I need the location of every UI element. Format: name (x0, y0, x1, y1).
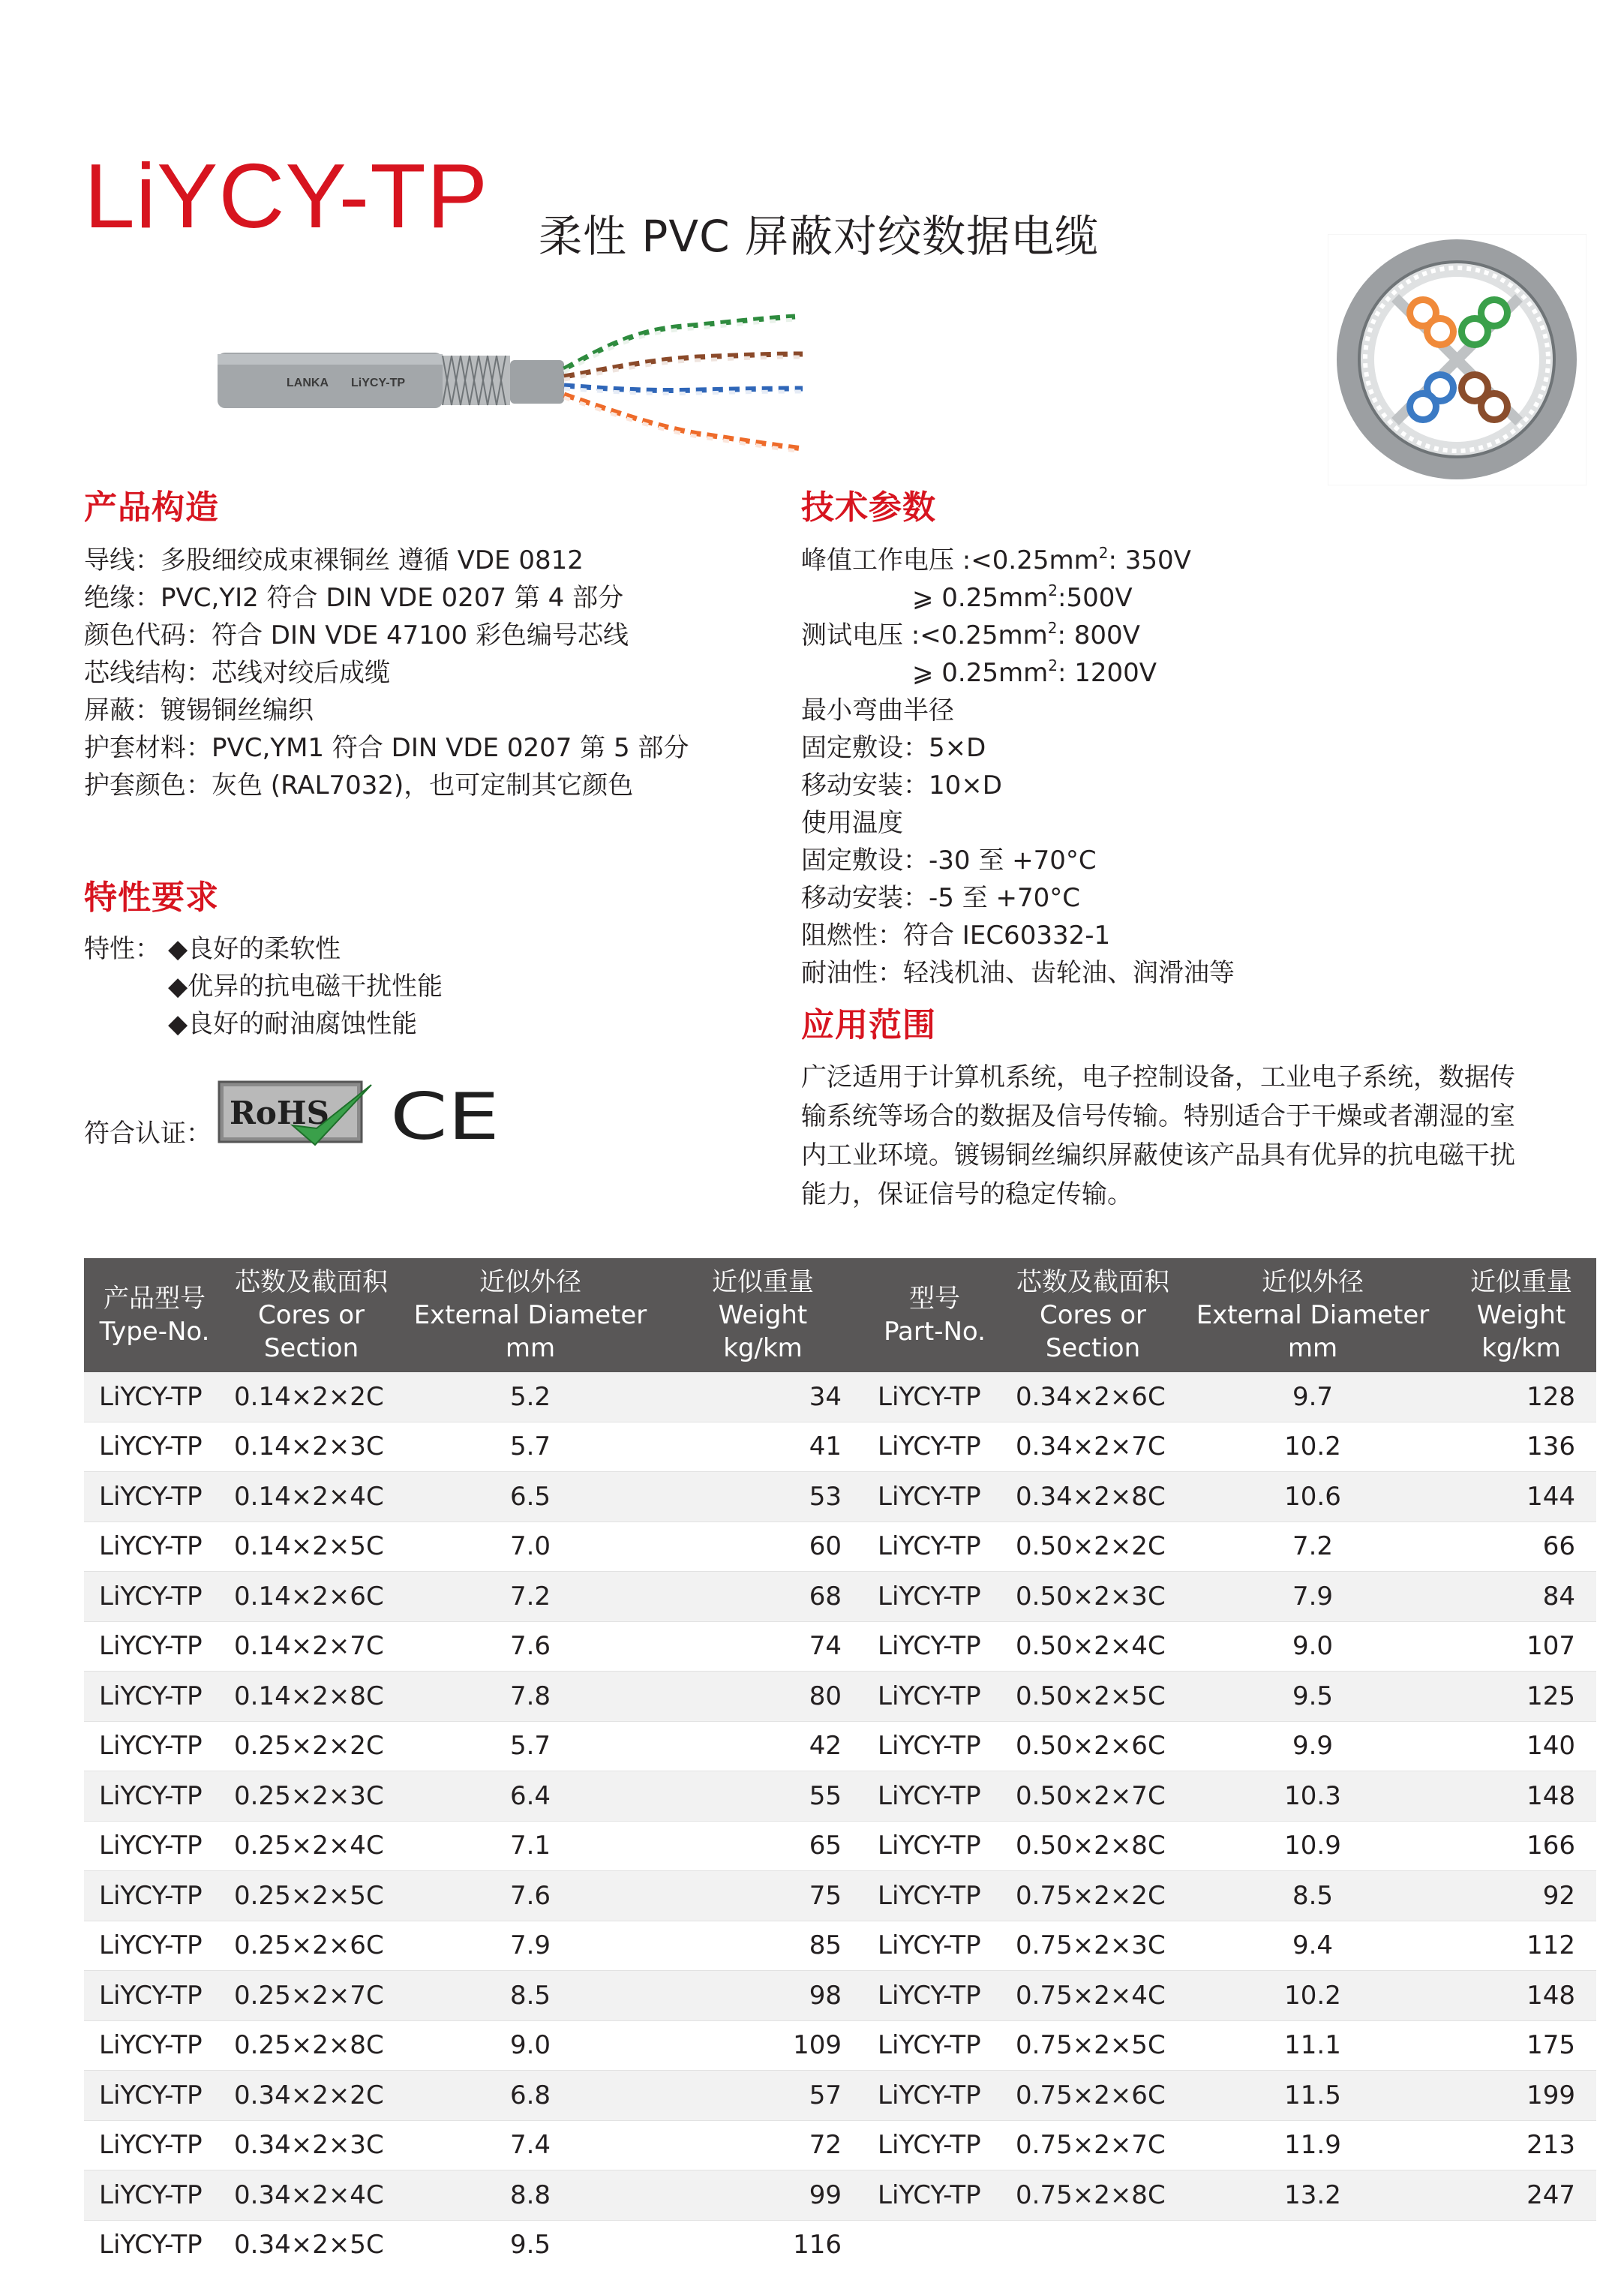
cell-type-no: LiYCY-TP (84, 1472, 225, 1522)
cell-cores-section: 0.14×2×4C (225, 1472, 398, 1522)
construction-line: 护套颜色：灰色 (RAL7032)，也可定制其它颜色 (84, 771, 634, 801)
table-header-row (84, 1258, 1596, 1372)
table-row (84, 2071, 1596, 2121)
cell-cores-section: 0.50×2×7C (1007, 1771, 1179, 1822)
features-heading: 特性要求 (84, 879, 219, 917)
header-right-cores-section: 芯数及截面积 Cores or Section (1007, 1258, 1179, 1372)
cell-external-diameter: 6.5 (398, 1472, 663, 1522)
cell-cores-section: 0.25×2×2C (225, 1721, 398, 1771)
cell-cores-section: 0.34×2×3C (225, 2120, 398, 2170)
cell-cores-section: 0.14×2×5C (225, 1521, 398, 1572)
cell-cores-section: 0.34×2×7C (1007, 1422, 1179, 1472)
cell-cores-section: 0.75×2×5C (1007, 2020, 1179, 2071)
cell-weight: 98 (663, 1971, 863, 2021)
cell-external-diameter: 6.8 (398, 2071, 663, 2121)
header-right-weight: 近似重量 Weight kg/km (1446, 1258, 1596, 1372)
cell-external-diameter: 7.6 (398, 1871, 663, 1921)
application-line: 内工业环境。镀锡铜丝编织屏蔽使该产品具有优异的抗电磁干扰 (801, 1140, 1515, 1170)
construction-line: 导线：多股细绞成束裸铜丝 遵循 VDE 0812 (84, 545, 584, 575)
cell-external-diameter: 7.8 (398, 1672, 663, 1722)
cell-weight: 112 (1446, 1921, 1596, 1971)
cell-type-no: LiYCY-TP (863, 1821, 1007, 1871)
cell-cores-section: 0.14×2×8C (225, 1672, 398, 1722)
header-left-weight: 近似重量 Weight kg/km (663, 1258, 863, 1372)
table-row (84, 1721, 1596, 1771)
cell-external-diameter: 9.4 (1179, 1921, 1446, 1971)
tech-line: 阻燃性：符合 IEC60332-1 (801, 921, 1111, 951)
cell-weight: 99 (663, 2170, 863, 2221)
cell-external-diameter: 5.7 (398, 1422, 663, 1472)
construction-line: 护套材料：PVC,YM1 符合 DIN VDE 0207 第 5 部分 (84, 733, 689, 763)
tech-line: 移动安装：10×D (801, 771, 1002, 801)
cell-type-no: LiYCY-TP (863, 1871, 1007, 1921)
header-left-cores-section: 芯数及截面积 Cores or Section (225, 1258, 398, 1372)
cell-type-no: LiYCY-TP (863, 1422, 1007, 1472)
cell-weight: 247 (1446, 2170, 1596, 2221)
cell-weight: 109 (663, 2020, 863, 2071)
cell-cores-section: 0.50×2×4C (1007, 1621, 1179, 1672)
empty-cell (863, 2220, 1007, 2269)
cell-type-no: LiYCY-TP (84, 1621, 225, 1672)
cell-external-diameter: 7.6 (398, 1621, 663, 1672)
cell-external-diameter: 8.5 (398, 1971, 663, 2021)
cell-weight: 199 (1446, 2071, 1596, 2121)
pair-orange (564, 395, 803, 449)
table-row (84, 1372, 1596, 1422)
tech-line: 最小弯曲半径 (801, 695, 954, 725)
cell-cores-section: 0.14×2×3C (225, 1422, 398, 1472)
table-row (84, 1771, 1596, 1822)
cell-type-no: LiYCY-TP (863, 1921, 1007, 1971)
table-row (84, 1621, 1596, 1672)
cell-cores-section: 0.25×2×7C (225, 1971, 398, 2021)
cell-type-no: LiYCY-TP (84, 2170, 225, 2221)
ce-mark-logo (390, 1086, 501, 1145)
test-voltage-line: 测试电压 $:<0.25mm^2$: 800V (801, 619, 1140, 650)
table-row (84, 2020, 1596, 2071)
cell-weight: 213 (1446, 2120, 1596, 2170)
test-voltage-line-b: ⩾ $0.25mm^2$: 1200V (912, 656, 1157, 688)
cable-cross-section-image (1328, 234, 1586, 485)
cell-cores-section: 0.50×2×6C (1007, 1721, 1179, 1771)
cell-weight: 57 (663, 2071, 863, 2121)
cell-type-no: LiYCY-TP (84, 1971, 225, 2021)
cell-type-no: LiYCY-TP (863, 1721, 1007, 1771)
cell-weight: 60 (663, 1521, 863, 1572)
cell-type-no: LiYCY-TP (84, 1372, 225, 1422)
cell-type-no: LiYCY-TP (84, 1422, 225, 1472)
cell-type-no: LiYCY-TP (863, 1521, 1007, 1572)
cell-type-no: LiYCY-TP (863, 1472, 1007, 1522)
feature-item: ◆良好的耐油腐蚀性能 (168, 1009, 418, 1039)
construction-line: 颜色代码：符合 DIN VDE 47100 彩色编号芯线 (84, 620, 629, 650)
construction-list (84, 542, 689, 804)
table-row (84, 1521, 1596, 1572)
cell-cores-section: 0.50×2×5C (1007, 1672, 1179, 1722)
cell-weight: 107 (1446, 1621, 1596, 1672)
cell-external-diameter: 9.0 (398, 2020, 663, 2071)
cell-weight: 34 (663, 1372, 863, 1422)
cell-weight: 136 (1446, 1422, 1596, 1472)
cell-type-no: LiYCY-TP (863, 2170, 1007, 2221)
cell-type-no: LiYCY-TP (84, 2071, 225, 2121)
cell-cores-section: 0.25×2×8C (225, 2020, 398, 2071)
cell-type-no: LiYCY-TP (99, 2230, 203, 2260)
cell-cores-section: 0.25×2×5C (225, 1871, 398, 1921)
cell-external-diameter: 7.0 (398, 1521, 663, 1572)
cell-weight: 74 (663, 1621, 863, 1672)
cell-type-no: LiYCY-TP (84, 1572, 225, 1622)
cell-weight: 166 (1446, 1821, 1596, 1871)
cell-type-no: LiYCY-TP (84, 1871, 225, 1921)
cell-external-diameter: 10.3 (1179, 1771, 1446, 1822)
header-right-external-diameter: 近似外径 External Diameter mm (1179, 1258, 1446, 1372)
page-title: LiYCY-TP (84, 145, 489, 247)
cell-external-diameter: 9.0 (1179, 1621, 1446, 1672)
cell-weight: 175 (1446, 2020, 1596, 2071)
table-row (84, 2220, 1596, 2269)
table-row (84, 1472, 1596, 1522)
cell-type-no: LiYCY-TP (84, 1521, 225, 1572)
construction-heading: 产品构造 (84, 488, 219, 527)
cell-cores-section: 0.25×2×4C (225, 1821, 398, 1871)
table-row (84, 1921, 1596, 1971)
cell-weight: 116 (793, 2230, 842, 2260)
cell-external-diameter: 9.9 (1179, 1721, 1446, 1771)
cell-external-diameter: 11.9 (1179, 2120, 1446, 2170)
cell-weight: 148 (1446, 1771, 1596, 1822)
cell-external-diameter: 7.9 (1179, 1572, 1446, 1622)
cell-type-no: LiYCY-TP (863, 2071, 1007, 2121)
tech-line: 固定敷设：-30 至 +70°C (801, 846, 1097, 876)
cell-weight: 128 (1446, 1372, 1596, 1422)
cell-cores-section: 0.25×2×6C (225, 1921, 398, 1971)
cell-weight: 125 (1446, 1672, 1596, 1722)
cell-external-diameter: 9.5 (509, 2230, 551, 2260)
spec-table (84, 1258, 1596, 2269)
tech-list (801, 542, 1235, 992)
cell-external-diameter: 9.7 (1179, 1372, 1446, 1422)
cell-external-diameter: 8.5 (1179, 1871, 1446, 1921)
feature-item: ◆优异的抗电磁干扰性能 (168, 972, 443, 1002)
table-row (84, 2120, 1596, 2170)
cell-type-no: LiYCY-TP (863, 1372, 1007, 1422)
header-right-type-no: 型号 Part-No. (863, 1258, 1007, 1372)
cell-cores-section: 0.34×2×6C (1007, 1372, 1179, 1422)
features-label: 特性： (84, 934, 161, 964)
cell-weight: 65 (663, 1821, 863, 1871)
svg-text:RoHS: RoHS (230, 1095, 329, 1131)
cell-cores-section: 0.14×2×7C (225, 1621, 398, 1672)
cell-type-no: LiYCY-TP (84, 2120, 225, 2170)
cell-external-diameter: 5.7 (398, 1721, 663, 1771)
cell-external-diameter: 11.5 (1179, 2071, 1446, 2121)
cell-type-no: LiYCY-TP (84, 1821, 225, 1871)
cell-type-no: LiYCY-TP (863, 1971, 1007, 2021)
cell-external-diameter: 11.1 (1179, 2020, 1446, 2071)
cell-type-no: LiYCY-TP (84, 1921, 225, 1971)
peak-voltage-line-b: ⩾ $0.25mm^2:500V$ (912, 581, 1133, 613)
cell-weight: 80 (663, 1672, 863, 1722)
cell-external-diameter: 10.2 (1179, 1971, 1446, 2021)
table-row (84, 1821, 1596, 1871)
cable-brand-print: LANKA (287, 377, 329, 389)
tech-line: 固定敷设：5×D (801, 733, 986, 763)
cell-cores-section: 0.75×2×2C (1007, 1871, 1179, 1921)
cell-weight: 75 (663, 1871, 863, 1921)
tech-line: 移动安装：-5 至 +70°C (801, 883, 1081, 913)
cell-external-diameter: 7.1 (398, 1821, 663, 1871)
application-heading: 应用范围 (801, 1006, 936, 1044)
cell-weight: 42 (663, 1721, 863, 1771)
table-row (84, 1672, 1596, 1722)
tech-heading: 技术参数 (801, 488, 936, 527)
table-row (84, 2170, 1596, 2221)
cell-weight: 140 (1446, 1721, 1596, 1771)
cell-type-no: LiYCY-TP (84, 1771, 225, 1822)
cell-weight: 84 (1446, 1572, 1596, 1622)
page-subtitle: 柔性 PVC 屏蔽对绞数据电缆 (539, 211, 1100, 262)
feature-item: ◆良好的柔软性 (168, 934, 341, 964)
application-line: 输系统等场合的数据及信号传输。特别适合于干燥或者潮湿的室 (801, 1101, 1515, 1131)
cell-external-diameter: 5.2 (398, 1372, 663, 1422)
cell-external-diameter: 8.8 (398, 2170, 663, 2221)
cell-cores-section: 0.75×2×4C (1007, 1971, 1179, 2021)
cell-cores-section: 0.75×2×7C (1007, 2120, 1179, 2170)
cell-external-diameter: 10.9 (1179, 1821, 1446, 1871)
cell-external-diameter: 6.4 (398, 1771, 663, 1822)
table-body (84, 1372, 1596, 2269)
cell-external-diameter: 13.2 (1179, 2170, 1446, 2221)
cell-external-diameter: 10.6 (1179, 1472, 1446, 1522)
cell-type-no: LiYCY-TP (84, 2020, 225, 2071)
rohs-logo (218, 1080, 375, 1149)
table-row (84, 1422, 1596, 1472)
cell-external-diameter: 7.2 (398, 1572, 663, 1622)
empty-cell (1007, 2220, 1179, 2269)
cell-cores-section: 0.75×2×6C (1007, 2071, 1179, 2121)
certification-label: 符合认证： (84, 1119, 212, 1149)
cell-cores-section: 0.50×2×3C (1007, 1572, 1179, 1622)
cell-type-no: LiYCY-TP (863, 2020, 1007, 2071)
tech-line: 使用温度 (801, 808, 903, 838)
cell-weight: 144 (1446, 1472, 1596, 1522)
cell-weight: 72 (663, 2120, 863, 2170)
cell-external-diameter: 10.2 (1179, 1422, 1446, 1472)
table-row (84, 1971, 1596, 2021)
cell-type-no: LiYCY-TP (863, 1621, 1007, 1672)
peak-voltage-line: 峰值工作电压 $:<0.25mm^2$: 350V (801, 544, 1191, 575)
cable-model-print: LiYCY-TP (351, 377, 406, 389)
cell-weight: 92 (1446, 1871, 1596, 1921)
svg-text:CE: CE (390, 1086, 500, 1145)
cell-type-no: LiYCY-TP (863, 1771, 1007, 1822)
table-row (84, 1572, 1596, 1622)
cell-weight: 66 (1446, 1521, 1596, 1572)
cell-cores-section: 0.75×2×3C (1007, 1921, 1179, 1971)
application-line: 广泛适用于计算机系统，电子控制设备，工业电子系统，数据传 (801, 1062, 1515, 1092)
cable-braid-shield (443, 356, 510, 405)
construction-line: 绝缘：PVC,YI2 符合 DIN VDE 0207 第 4 部分 (84, 583, 624, 613)
header-left-type-no: 产品型号 Type-No. (84, 1258, 225, 1372)
cell-external-diameter: 7.9 (398, 1921, 663, 1971)
cell-weight: 55 (663, 1771, 863, 1822)
cable-product-image (218, 285, 818, 465)
cell-type-no: LiYCY-TP (863, 1672, 1007, 1722)
cell-type-no: LiYCY-TP (84, 1721, 225, 1771)
empty-cell (1446, 2220, 1596, 2269)
tech-line: 耐油性：轻浅机油、齿轮油、润滑油等 (801, 958, 1235, 988)
empty-cell (1179, 2220, 1446, 2269)
cell-cores-section: 0.50×2×2C (1007, 1521, 1179, 1572)
cell-cores-section: 0.14×2×6C (225, 1572, 398, 1622)
table-row (84, 1871, 1596, 1921)
construction-line: 屏蔽：镀锡铜丝编织 (84, 695, 314, 725)
features-list (168, 930, 443, 1043)
cell-type-no: LiYCY-TP (863, 2120, 1007, 2170)
header-left-external-diameter: 近似外径 External Diameter mm (398, 1258, 663, 1372)
cell-weight: 148 (1446, 1971, 1596, 2021)
cell-type-no: LiYCY-TP (84, 1672, 225, 1722)
cell-cores-section: 0.34×2×5C (234, 2230, 384, 2260)
cell-cores-section: 0.25×2×3C (225, 1771, 398, 1822)
cell-cores-section: 0.75×2×8C (1007, 2170, 1179, 2221)
cell-external-diameter: 7.2 (1179, 1521, 1446, 1572)
cell-cores-section: 0.34×2×8C (1007, 1472, 1179, 1522)
application-line: 能力，保证信号的稳定传输。 (801, 1179, 1133, 1209)
cell-external-diameter: 9.5 (1179, 1672, 1446, 1722)
cell-cores-section: 0.14×2×2C (225, 1372, 398, 1422)
cell-weight: 68 (663, 1572, 863, 1622)
cell-cores-section: 0.50×2×8C (1007, 1821, 1179, 1871)
cell-type-no: LiYCY-TP (863, 1572, 1007, 1622)
construction-line: 芯线结构：芯线对绞后成缆 (84, 658, 390, 688)
cell-cores-section: 0.34×2×2C (225, 2071, 398, 2121)
cell-weight: 53 (663, 1472, 863, 1522)
cell-cores-section: 0.34×2×4C (225, 2170, 398, 2221)
cell-weight: 85 (663, 1921, 863, 1971)
cable-inner-sheath (510, 360, 564, 404)
cell-external-diameter: 7.4 (398, 2120, 663, 2170)
cell-weight: 41 (663, 1422, 863, 1472)
application-paragraph (801, 1058, 1596, 1214)
